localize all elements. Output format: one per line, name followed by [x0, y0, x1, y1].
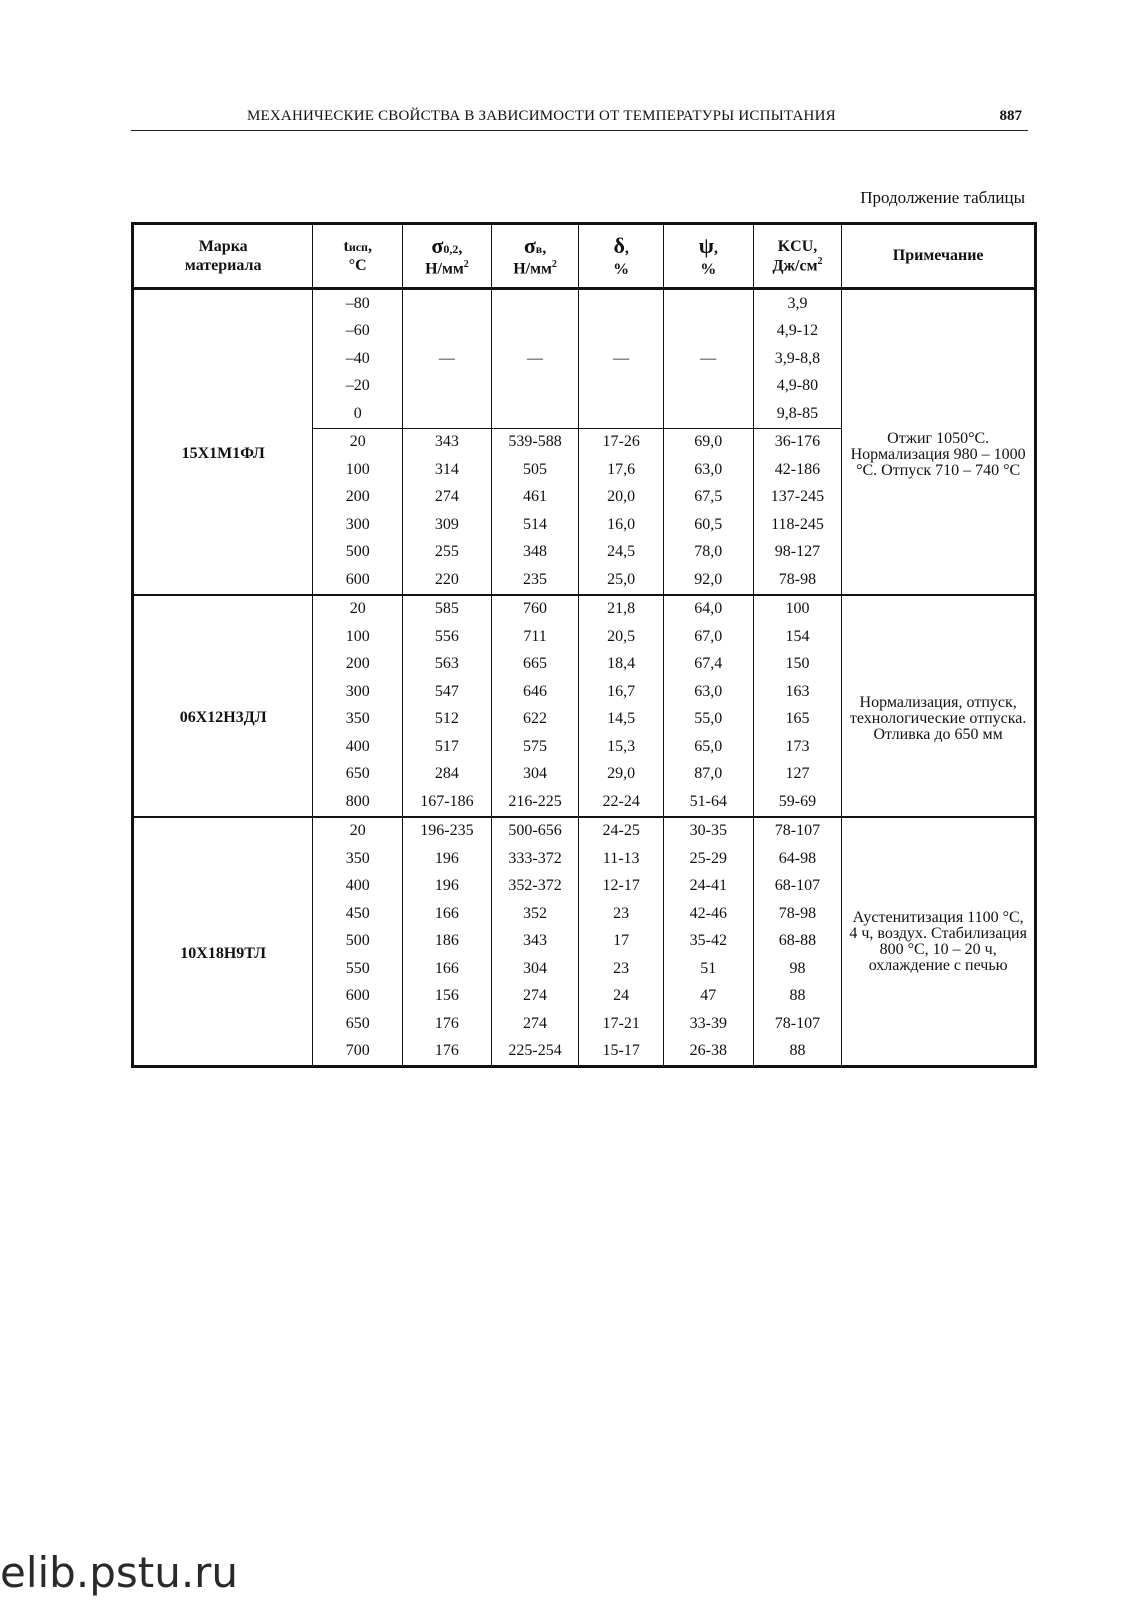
header-yield-strength: σ0,2, $Н/мм^2$ [403, 224, 492, 289]
header-tensile-strength: σв, $Н/мм^2$ [491, 224, 579, 289]
cell-impact-toughness: 98-127 [753, 539, 842, 567]
cell-elongation: 24 [579, 983, 664, 1011]
cell-reduction-of-area: 67,5 [663, 484, 753, 512]
cell-impact-toughness: 64-98 [753, 845, 842, 873]
cell-yield-strength: 176 [403, 1010, 492, 1038]
cell-tensile-strength: 348 [491, 539, 579, 567]
cell-impact-toughness: 100 [753, 595, 842, 624]
cell-elongation: 16,7 [579, 678, 664, 706]
cell-impact-toughness: 173 [753, 733, 842, 761]
cell-tensile-strength: 461 [491, 484, 579, 512]
cell-yield-strength: 196 [403, 845, 492, 873]
cell-impact-toughness: 88 [753, 1038, 842, 1067]
cell-tensile-strength: 304 [491, 955, 579, 983]
cell-temperature: 20 [313, 428, 403, 456]
header-mark: Марка материала [133, 224, 313, 289]
cell-tensile-strength: 352-372 [491, 873, 579, 901]
cell-tensile-strength: 352 [491, 900, 579, 928]
watermark: elib.pstu.ru [0, 1548, 239, 1597]
cell-temperature: 450 [313, 900, 403, 928]
cell-tensile-strength: 225-254 [491, 1038, 579, 1067]
cell-tensile-strength: 514 [491, 511, 579, 539]
cell-tensile-strength: — [491, 289, 579, 429]
cell-impact-toughness: 165 [753, 706, 842, 734]
cell-elongation: 16,0 [579, 511, 664, 539]
cell-elongation: 29,0 [579, 761, 664, 789]
cell-temperature: –60 [313, 318, 403, 346]
cell-temperature: 20 [313, 817, 403, 846]
cell-tensile-strength: 274 [491, 983, 579, 1011]
cell-temperature: –80 [313, 289, 403, 318]
table-row [133, 289, 1036, 318]
header-reduction-of-area: ψ, % [663, 224, 753, 289]
cell-reduction-of-area: 24-41 [663, 873, 753, 901]
cell-tensile-strength: 622 [491, 706, 579, 734]
cell-reduction-of-area: 63,0 [663, 678, 753, 706]
cell-temperature: 650 [313, 761, 403, 789]
cell-temperature: 400 [313, 873, 403, 901]
cell-tensile-strength: 304 [491, 761, 579, 789]
cell-temperature: 0 [313, 400, 403, 428]
table-header-row [133, 224, 1036, 289]
cell-elongation: 17,6 [579, 456, 664, 484]
cell-yield-strength: 255 [403, 539, 492, 567]
cell-impact-toughness: 127 [753, 761, 842, 789]
cell-temperature: 200 [313, 484, 403, 512]
cell-elongation: 12-17 [579, 873, 664, 901]
cell-tensile-strength: 235 [491, 566, 579, 595]
cell-impact-toughness: 4,9-80 [753, 373, 842, 401]
header-impact-toughness: KCU, $Дж/см^2$ [753, 224, 842, 289]
page-number: 887 [999, 108, 1022, 124]
cell-yield-strength: 166 [403, 900, 492, 928]
cell-elongation: 25,0 [579, 566, 664, 595]
cell-tensile-strength: 760 [491, 595, 579, 624]
table-continuation-label: Продолжение таблицы [860, 188, 1025, 207]
cell-reduction-of-area: 64,0 [663, 595, 753, 624]
cell-yield-strength: 556 [403, 623, 492, 651]
cell-impact-toughness: 68-88 [753, 928, 842, 956]
cell-elongation: 15-17 [579, 1038, 664, 1067]
cell-yield-strength: 166 [403, 955, 492, 983]
cell-temperature: 650 [313, 1010, 403, 1038]
cell-temperature: 100 [313, 456, 403, 484]
cell-note: Отжиг 1050°С. Нормализация 980 – 1000 °С. Отпуск 710 – 740 °С [842, 289, 1036, 595]
cell-temperature: 500 [313, 928, 403, 956]
cell-elongation: 23 [579, 955, 664, 983]
cell-tensile-strength: 711 [491, 623, 579, 651]
cell-impact-toughness: 36-176 [753, 428, 842, 456]
cell-elongation: 18,4 [579, 651, 664, 679]
cell-impact-toughness: 88 [753, 983, 842, 1011]
header-elongation: δ, % [579, 224, 664, 289]
cell-elongation: 17-26 [579, 428, 664, 456]
cell-reduction-of-area: 87,0 [663, 761, 753, 789]
cell-tensile-strength: 274 [491, 1010, 579, 1038]
cell-impact-toughness: 3,9-8,8 [753, 345, 842, 373]
cell-reduction-of-area: 69,0 [663, 428, 753, 456]
cell-elongation: 14,5 [579, 706, 664, 734]
cell-yield-strength: 314 [403, 456, 492, 484]
cell-impact-toughness: 78-107 [753, 1010, 842, 1038]
cell-yield-strength: 512 [403, 706, 492, 734]
cell-temperature: 400 [313, 733, 403, 761]
cell-tensile-strength: 343 [491, 928, 579, 956]
cell-reduction-of-area: 35-42 [663, 928, 753, 956]
cell-note: Аустенитизация 1100 °С, 4 ч, воздух. Стабилизация 800 °С, 10 – 20 ч, охлаждение с печью [842, 817, 1036, 1067]
cell-temperature: 20 [313, 595, 403, 624]
cell-yield-strength: — [403, 289, 492, 429]
cell-yield-strength: 196 [403, 873, 492, 901]
cell-reduction-of-area: 67,0 [663, 623, 753, 651]
cell-temperature: 600 [313, 566, 403, 595]
cell-reduction-of-area: 92,0 [663, 566, 753, 595]
cell-impact-toughness: 42-186 [753, 456, 842, 484]
cell-tensile-strength: 505 [491, 456, 579, 484]
cell-impact-toughness: 59-69 [753, 788, 842, 817]
cell-reduction-of-area: 33-39 [663, 1010, 753, 1038]
running-head-title: МЕХАНИЧЕСКИЕ СВОЙСТВА В ЗАВИСИМОСТИ ОТ ТЕМПЕРАТУРЫ ИСПЫТАНИЯ [247, 108, 836, 124]
table-row [133, 817, 1036, 846]
cell-temperature: 500 [313, 539, 403, 567]
cell-temperature: 550 [313, 955, 403, 983]
cell-temperature: 600 [313, 983, 403, 1011]
cell-elongation: 20,0 [579, 484, 664, 512]
cell-impact-toughness: 3,9 [753, 289, 842, 318]
cell-temperature: –20 [313, 373, 403, 401]
cell-elongation: 21,8 [579, 595, 664, 624]
cell-reduction-of-area: — [663, 289, 753, 429]
cell-reduction-of-area: 51 [663, 955, 753, 983]
cell-tensile-strength: 333-372 [491, 845, 579, 873]
cell-reduction-of-area: 55,0 [663, 706, 753, 734]
cell-yield-strength: 284 [403, 761, 492, 789]
cell-impact-toughness: 118-245 [753, 511, 842, 539]
table-row [133, 595, 1036, 624]
cell-elongation: 11-13 [579, 845, 664, 873]
cell-impact-toughness: 150 [753, 651, 842, 679]
cell-yield-strength: 167-186 [403, 788, 492, 817]
cell-temperature: 700 [313, 1038, 403, 1067]
header-test-temperature: tисп, °С [313, 224, 403, 289]
cell-reduction-of-area: 78,0 [663, 539, 753, 567]
cell-impact-toughness: 4,9-12 [753, 318, 842, 346]
cell-reduction-of-area: 60,5 [663, 511, 753, 539]
cell-reduction-of-area: 65,0 [663, 733, 753, 761]
cell-elongation: 20,5 [579, 623, 664, 651]
cell-impact-toughness: 9,8-85 [753, 400, 842, 428]
running-head [131, 104, 1028, 131]
cell-temperature: 350 [313, 706, 403, 734]
cell-impact-toughness: 78-107 [753, 817, 842, 846]
cell-tensile-strength: 646 [491, 678, 579, 706]
cell-temperature: 100 [313, 623, 403, 651]
cell-tensile-strength: 500-656 [491, 817, 579, 846]
cell-tensile-strength: 539-588 [491, 428, 579, 456]
cell-yield-strength: 196-235 [403, 817, 492, 846]
cell-yield-strength: 343 [403, 428, 492, 456]
cell-elongation: 17-21 [579, 1010, 664, 1038]
cell-elongation: 24,5 [579, 539, 664, 567]
cell-temperature: 300 [313, 511, 403, 539]
cell-yield-strength: 186 [403, 928, 492, 956]
cell-reduction-of-area: 30-35 [663, 817, 753, 846]
cell-yield-strength: 585 [403, 595, 492, 624]
cell-tensile-strength: 575 [491, 733, 579, 761]
cell-tensile-strength: 216-225 [491, 788, 579, 817]
cell-yield-strength: 547 [403, 678, 492, 706]
cell-elongation: — [579, 289, 664, 429]
header-note: Примечание [842, 224, 1036, 289]
cell-yield-strength: 517 [403, 733, 492, 761]
cell-yield-strength: 274 [403, 484, 492, 512]
cell-elongation: 22-24 [579, 788, 664, 817]
cell-impact-toughness: 78-98 [753, 566, 842, 595]
cell-temperature: 350 [313, 845, 403, 873]
cell-reduction-of-area: 26-38 [663, 1038, 753, 1067]
table-body [133, 289, 1036, 1067]
cell-reduction-of-area: 51-64 [663, 788, 753, 817]
cell-impact-toughness: 154 [753, 623, 842, 651]
cell-yield-strength: 563 [403, 651, 492, 679]
material-mark: 15Х1М1ФЛ [133, 289, 313, 595]
cell-temperature: 800 [313, 788, 403, 817]
cell-yield-strength: 220 [403, 566, 492, 595]
cell-reduction-of-area: 25-29 [663, 845, 753, 873]
cell-reduction-of-area: 63,0 [663, 456, 753, 484]
cell-impact-toughness: 98 [753, 955, 842, 983]
cell-yield-strength: 176 [403, 1038, 492, 1067]
cell-impact-toughness: 68-107 [753, 873, 842, 901]
cell-temperature: 200 [313, 651, 403, 679]
cell-elongation: 17 [579, 928, 664, 956]
cell-reduction-of-area: 42-46 [663, 900, 753, 928]
cell-elongation: 23 [579, 900, 664, 928]
cell-tensile-strength: 665 [491, 651, 579, 679]
cell-elongation: 15,3 [579, 733, 664, 761]
material-mark: 10Х18Н9ТЛ [133, 817, 313, 1067]
cell-temperature: 300 [313, 678, 403, 706]
cell-elongation: 24-25 [579, 817, 664, 846]
cell-impact-toughness: 163 [753, 678, 842, 706]
cell-yield-strength: 156 [403, 983, 492, 1011]
cell-note: Нормализация, отпуск, технологические отпуска. Отливка до 650 мм [842, 595, 1036, 817]
cell-temperature: –40 [313, 345, 403, 373]
mechanical-properties-table [131, 222, 1037, 1068]
cell-reduction-of-area: 67,4 [663, 651, 753, 679]
material-mark: 06Х12Н3ДЛ [133, 595, 313, 817]
cell-reduction-of-area: 47 [663, 983, 753, 1011]
cell-yield-strength: 309 [403, 511, 492, 539]
cell-impact-toughness: 137-245 [753, 484, 842, 512]
cell-impact-toughness: 78-98 [753, 900, 842, 928]
